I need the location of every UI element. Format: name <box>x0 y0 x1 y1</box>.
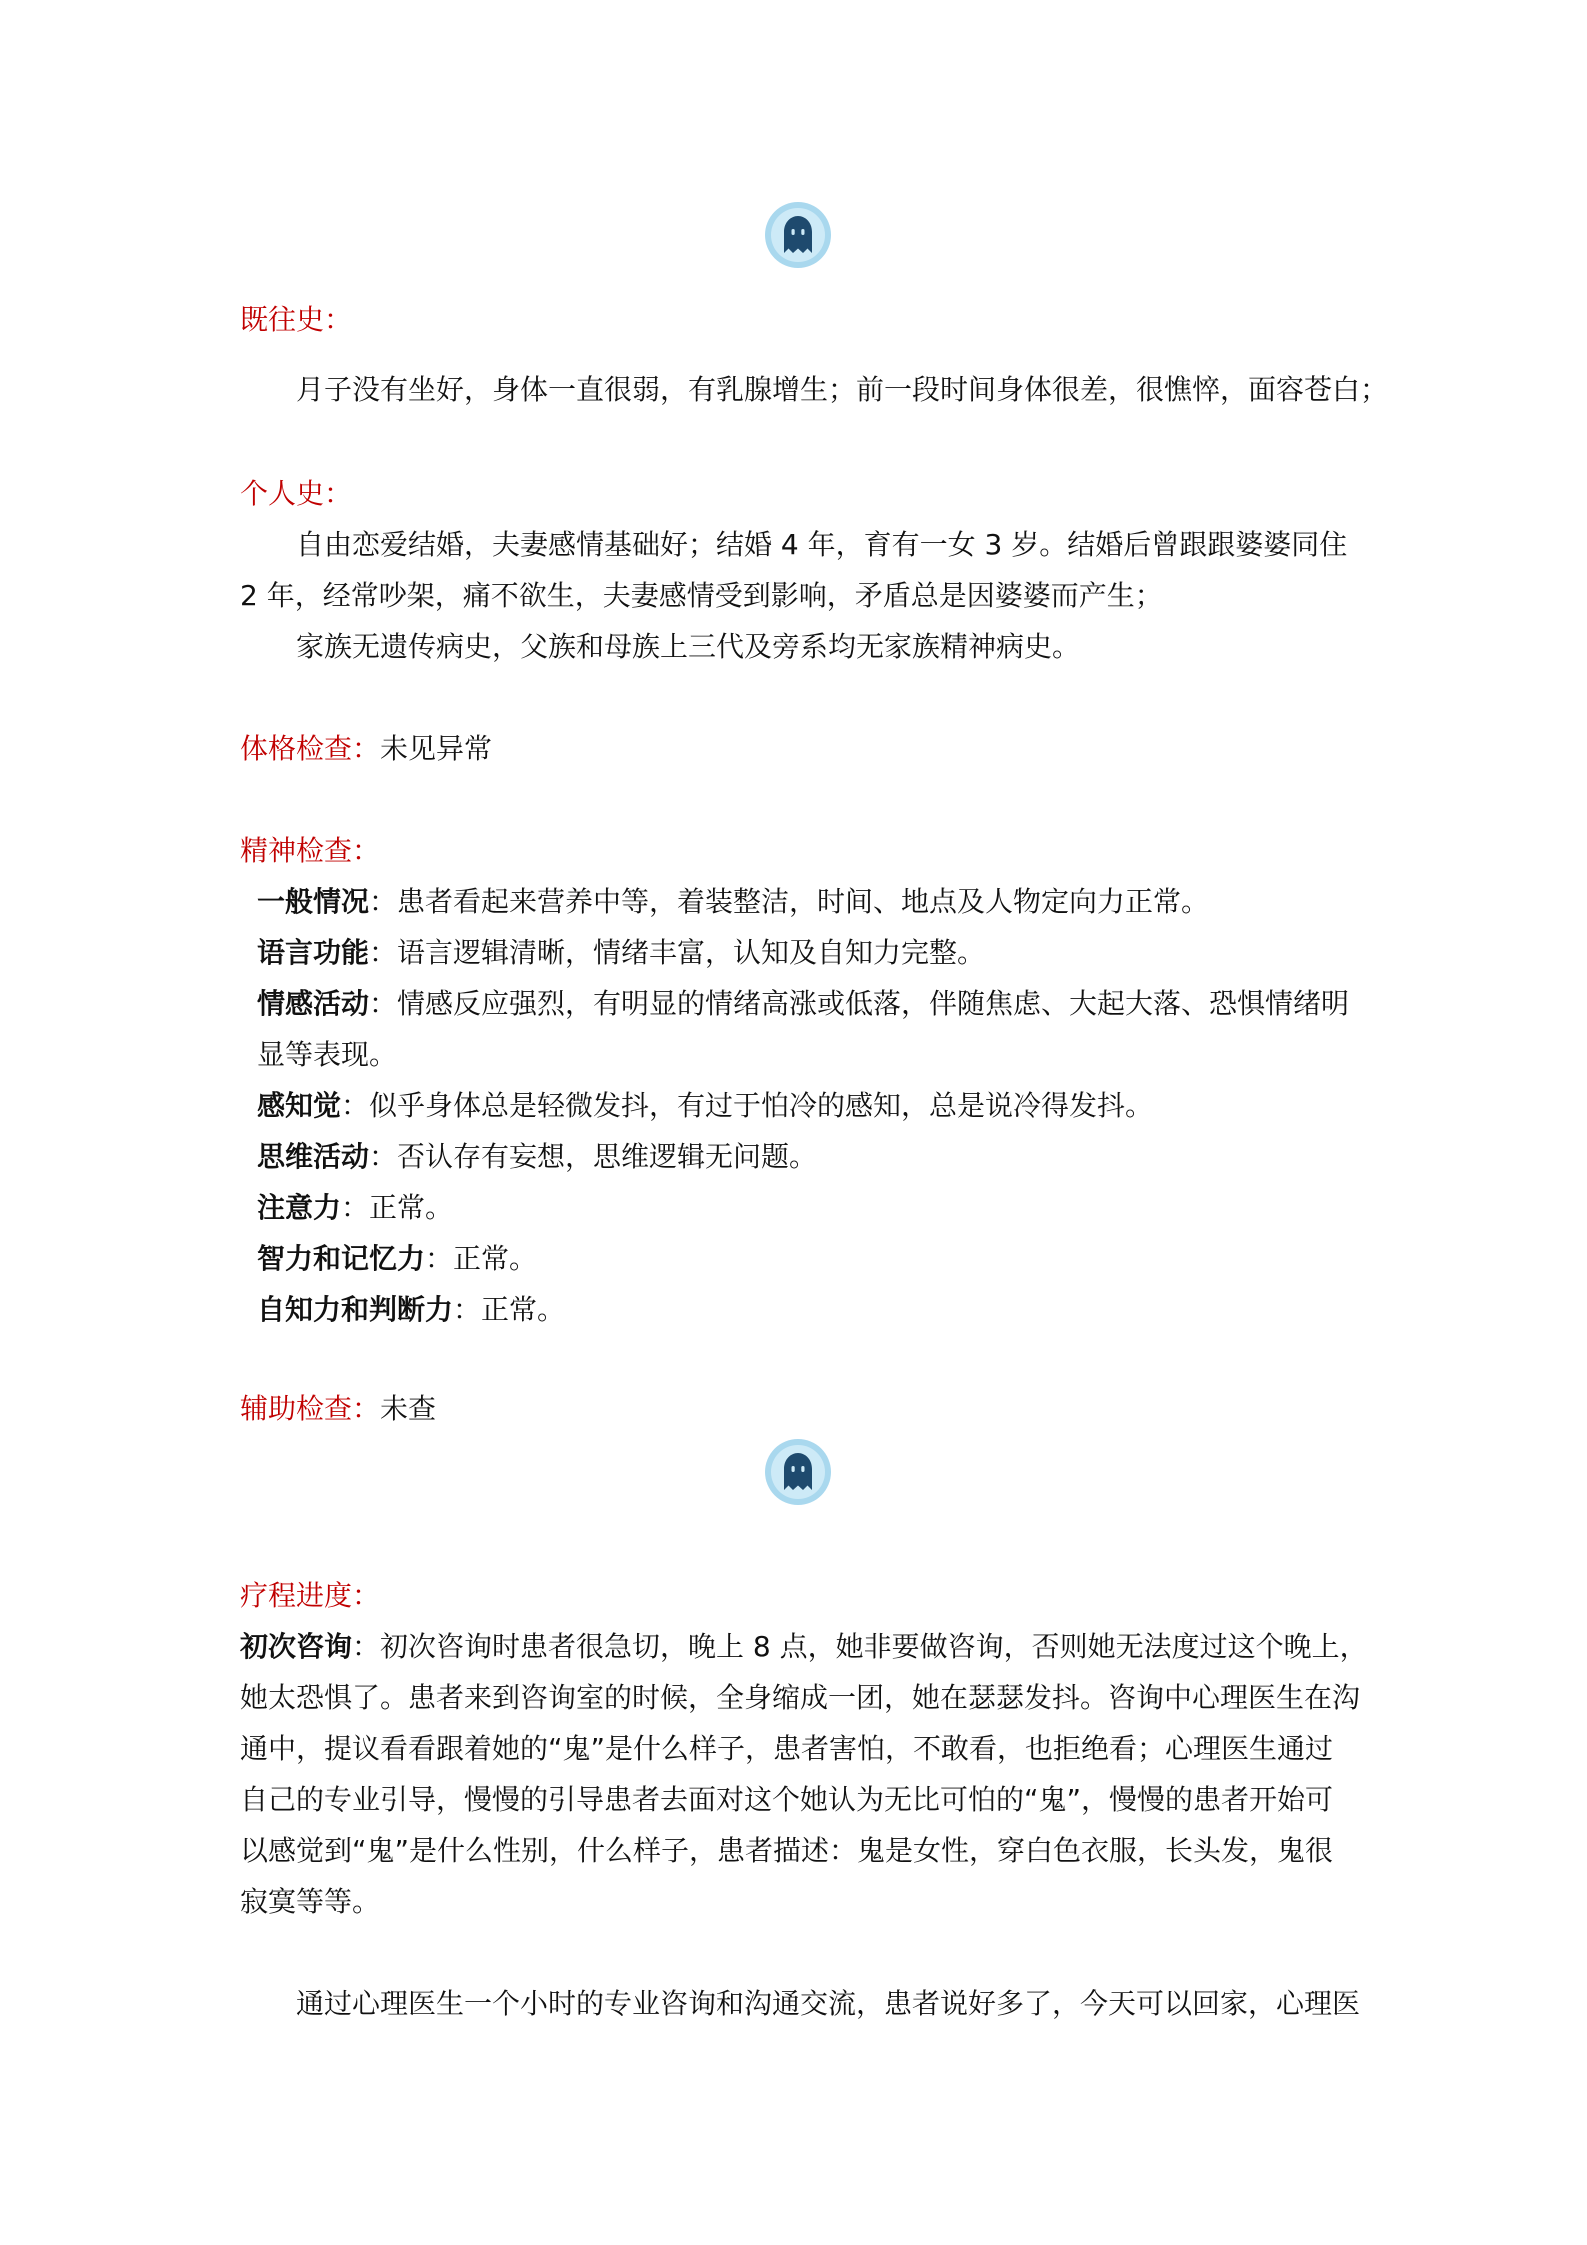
mental-exam-item-label: 感知觉 <box>257 1089 342 1122</box>
past-history-section <box>240 294 1389 415</box>
past-history-text: 月子没有坐好，身体一直很弱，有乳腺增生；前一段时间身体很差，很憔悴，面容苍白； <box>296 373 1389 406</box>
first-consultation-line: 自己的专业引导，慢慢的引导患者去面对这个她认为无比可怕的“鬼”，慢慢的患者开始可 <box>240 1783 1334 1816</box>
personal-history-heading: 个人史： <box>240 477 353 510</box>
mental-exam-item-label: 注意力 <box>257 1191 342 1224</box>
physical-exam-label: 体格检查： <box>240 732 381 765</box>
followup-text: 通过心理医生一个小时的专业咨询和沟通交流，患者说好多了，今天可以回家，心理医 <box>296 1987 1361 2020</box>
mental-exam-section <box>240 825 1360 1335</box>
mental-exam-item-label: 思维活动 <box>257 1140 370 1173</box>
auxiliary-exam-section <box>240 1383 1360 1434</box>
auxiliary-exam-label: 辅助检查： <box>240 1392 381 1425</box>
mental-exam-item-text: ：否认存有妄想，思维逻辑无问题。 <box>369 1140 818 1173</box>
mental-exam-item-text: ：正常。 <box>425 1242 538 1275</box>
mental-exam-item-label: 智力和记忆力 <box>257 1242 426 1275</box>
mental-exam-item-label: 自知力和判断力 <box>257 1293 454 1326</box>
past-history-heading: 既往史： <box>240 303 353 336</box>
physical-exam-value: 未见异常 <box>380 732 493 765</box>
mental-exam-item <box>240 1284 1360 1335</box>
mental-exam-item-text: ：语言逻辑清晰，情绪丰富，认知及自知力完整。 <box>369 936 986 969</box>
first-consultation-line: 以感觉到“鬼”是什么性别，什么样子，患者描述：鬼是女性，穿白色衣服，长头发，鬼很 <box>240 1834 1334 1867</box>
mental-exam-item-text: ：患者看起来营养中等，着装整洁，时间、地点及人物定向力正常。 <box>369 885 1210 918</box>
physical-exam-heading <box>240 723 1360 774</box>
first-consultation-label: 初次咨询 <box>240 1630 353 1663</box>
treatment-progress-heading: 疗程进度： <box>240 1579 381 1612</box>
treatment-progress-section <box>240 1570 1368 2029</box>
ghost-icon <box>764 201 832 269</box>
first-consultation-line <box>240 1621 1368 1672</box>
personal-history-line: 自由恋爱结婚，夫妻感情基础好；结婚 4 年，育有一女 3 岁。结婚后曾跟跟婆婆同住 <box>296 528 1348 561</box>
auxiliary-exam-value: 未查 <box>380 1392 437 1425</box>
personal-history-section <box>240 468 1360 672</box>
mental-exam-heading: 精神检查： <box>240 834 381 867</box>
mental-exam-item-text: ：正常。 <box>453 1293 566 1326</box>
mental-exam-item-continuation: 显等表现。 <box>257 1038 398 1071</box>
first-consultation-line: 通中，提议看看跟着她的“鬼”是什么样子，患者害怕，不敢看，也拒绝看；心理医生通过 <box>240 1732 1334 1765</box>
mental-exam-item <box>240 927 1360 978</box>
first-consultation-line: 寂寞等等。 <box>240 1885 381 1918</box>
mental-exam-item <box>240 1131 1360 1182</box>
ghost-icon-graphic <box>764 201 832 269</box>
mental-exam-item-text: ：似乎身体总是轻微发抖，有过于怕冷的感知，总是说冷得发抖。 <box>341 1089 1154 1122</box>
physical-exam-section <box>240 723 1360 774</box>
mental-exam-item <box>240 1080 1360 1131</box>
mental-exam-item-text: ：情感反应强烈，有明显的情绪高涨或低落，伴随焦虑、大起大落、恐惧情绪明 <box>369 987 1350 1020</box>
first-consultation-text: ：初次咨询时患者很急切，晚上 8 点，她非要做咨询，否则她无法度过这个晚上， <box>352 1630 1368 1663</box>
ghost-icon-graphic <box>764 1438 832 1506</box>
auxiliary-exam-heading <box>240 1383 1360 1434</box>
mental-exam-item <box>240 1182 1360 1233</box>
mental-exam-item-label: 情感活动 <box>257 987 370 1020</box>
first-consultation-line: 她太恐惧了。患者来到咨询室的时候，全身缩成一团，她在瑟瑟发抖。咨询中心理医生在沟 <box>240 1681 1361 1714</box>
mental-exam-item-label: 语言功能 <box>257 936 370 969</box>
mental-exam-item-label: 一般情况 <box>257 885 370 918</box>
mental-exam-item-text: ：正常。 <box>341 1191 454 1224</box>
family-history-line: 家族无遗传病史，父族和母族上三代及旁系均无家族精神病史。 <box>296 630 1081 663</box>
mental-exam-item <box>240 1233 1360 1284</box>
mental-exam-item <box>240 978 1360 1029</box>
ghost-icon <box>764 1438 832 1506</box>
personal-history-line: 2 年，经常吵架，痛不欲生，夫妻感情受到影响，矛盾总是因婆婆而产生； <box>240 579 1163 612</box>
mental-exam-item <box>240 876 1360 927</box>
